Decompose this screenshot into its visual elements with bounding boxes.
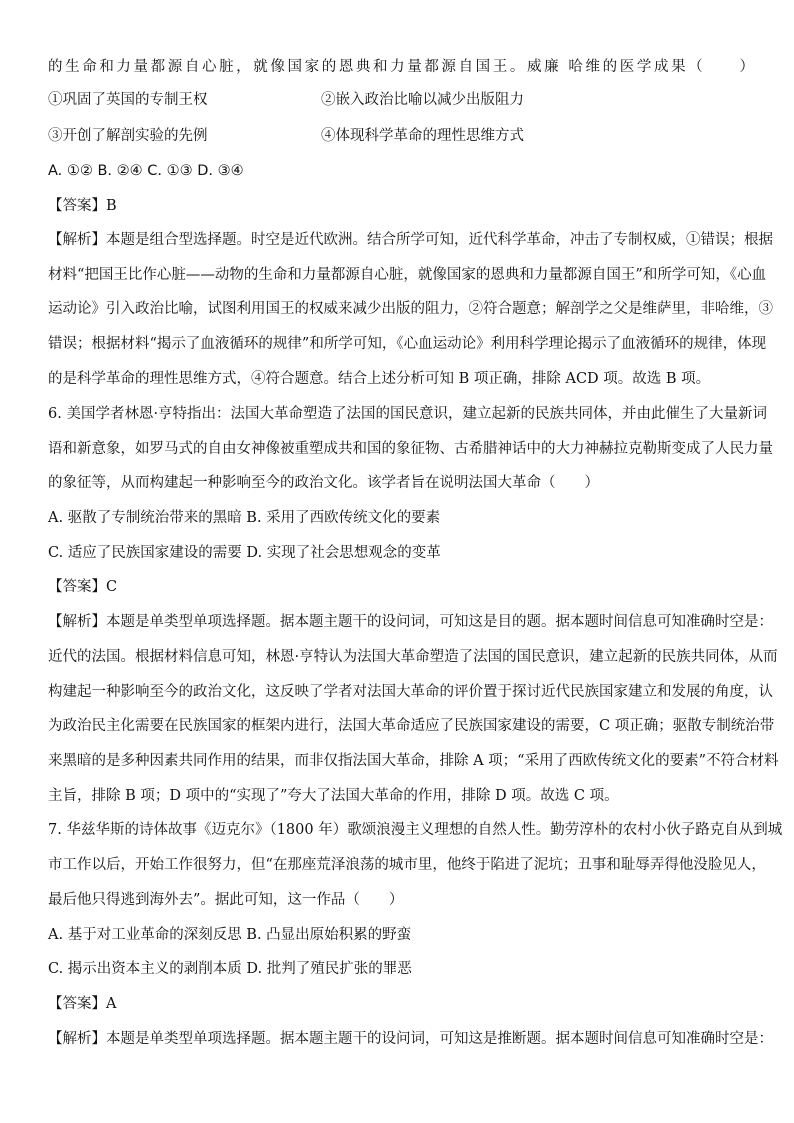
question-7-stem: 市工作以后，开始工作很努力，但“在那座荒泽浪荡的城市里，他终于陷进了泥坑；丑事和耻辱弄得他没脸见人， bbox=[48, 857, 766, 873]
q6-analysis-line: 【解析】本题是单类型单项选择题。据本题主题干的设问词，可知这是目的题。据本题时间信息可知准确时空是： bbox=[48, 614, 773, 630]
q5-analysis-line: 【解析】本题是组合型选择题。时空是近代欧洲。结合所学可知，近代科学革命，冲击了专制权威，①错误；根据 bbox=[48, 232, 773, 248]
q7-analysis-line: 【解析】本题是单类型单项选择题。据本题主题干的设问词，可知这是推断题。据本题时间信息可知准确时空是： bbox=[48, 1031, 773, 1047]
q6-options: C. 适应了民族国家建设的需要 D. 实现了社会思想观念的变革 bbox=[48, 545, 441, 561]
q7-options: C. 揭示出资本主义的剥削本质 D. 批判了殖民扩张的罪恶 bbox=[48, 961, 412, 977]
question-5-stem-tail: 的生命和力量都源自心脏，就像国家的恩典和力量都源自国王。威廉 哈维的医学成果（ ） bbox=[48, 59, 754, 75]
q5-statement-2: ②嵌入政治比喻以减少出版阻力 bbox=[321, 92, 524, 108]
q5-statement-1: ①巩固了英国的专制王权 bbox=[48, 92, 208, 108]
q7-answer: 【答案】A bbox=[48, 996, 117, 1012]
q6-analysis-line: 近代的法国。根据材料信息可知，林恩·亨特认为法国大革命塑造了法国的国民意识，建立起新的民族共同体，从而 bbox=[48, 649, 778, 665]
question-7-stem: 最后他只得逃到海外去”。据此可知，这一作品（ ） bbox=[48, 892, 404, 908]
q5-answer: 【答案】B bbox=[48, 198, 117, 214]
q5-analysis-line: 的是科学革命的理性思维方式，④符合题意。结合上述分析可知 B 项正确，排除 ACD 项。故选 B 项。 bbox=[48, 371, 711, 387]
q6-analysis-line: 主旨，排除 B 项；D 项中的“实现了”夸大了法国大革命的作用，排除 D 项。故选 C 项。 bbox=[48, 788, 619, 804]
q5-analysis-line: 错误；根据材料“揭示了血液循环的规律”和所学可知，《心血运动论》利用科学理论揭示了血液循环的规律，体现 bbox=[48, 336, 767, 352]
q5-statement-3: ③开创了解剖实验的先例 bbox=[48, 128, 208, 144]
question-6-stem: 6. 美国学者林恩·亨特指出：法国大革命塑造了法国的国民意识，建立起新的民族共同体，并由此催生了大量新词 bbox=[48, 406, 768, 422]
q5-analysis-line: 材料“把国王比作心脏——动物的生命和力量都源自心脏，就像国家的恩典和力量都源自国王”和所学可知，《心血 bbox=[48, 267, 767, 283]
q6-analysis-line: 构建起一种影响至今的政治文化，这反映了学者对法国大革命的评价置于探讨近代民族国家建立和发展的角度，认 bbox=[48, 684, 773, 700]
q6-answer: 【答案】C bbox=[48, 579, 118, 595]
question-6-stem: 语和新意象，如罗马式的自由女神像被重塑成共和国的象征物、古希腊神话中的大力神赫拉克勒斯变成了人民力量 bbox=[48, 441, 773, 457]
q5-options: A. ①② B. ②④ C. ①③ D. ③④ bbox=[48, 163, 244, 179]
question-7-stem: 7. 华兹华斯的诗体故事《迈克尔》（1800 年）歌颂浪漫主义理想的自然人性。勤劳淳朴的农村小伙子路克自从到城 bbox=[48, 822, 783, 838]
q5-analysis-line: 运动论》引入政治比喻，试图利用国王的权威来减少出版的阻力，②符合题意；解剖学之父是维萨里，非哈维，③ bbox=[48, 301, 773, 317]
q6-options: A. 驱散了专制统治带来的黑暗 B. 采用了西欧传统文化的要素 bbox=[48, 510, 441, 526]
q6-analysis-line: 来黑暗的是多种因素共同作用的结果，而非仅指法国大革命，排除 A 项；“采用了西欧传统文化的要素”不符合材料 bbox=[48, 753, 779, 769]
q6-analysis-line: 为政治民主化需要在民族国家的框架内进行，法国大革命适应了民族国家建设的需要，C 项正确；驱散专制统治带 bbox=[48, 718, 775, 734]
q5-statement-4: ④体现科学革命的理性思维方式 bbox=[321, 128, 524, 144]
question-6-stem: 的象征等，从而构建起一种影响至今的政治文化。该学者旨在说明法国大革命（ ） bbox=[48, 475, 599, 491]
q7-options: A. 基于对工业革命的深刻反思 B. 凸显出原始积累的野蛮 bbox=[48, 927, 412, 943]
